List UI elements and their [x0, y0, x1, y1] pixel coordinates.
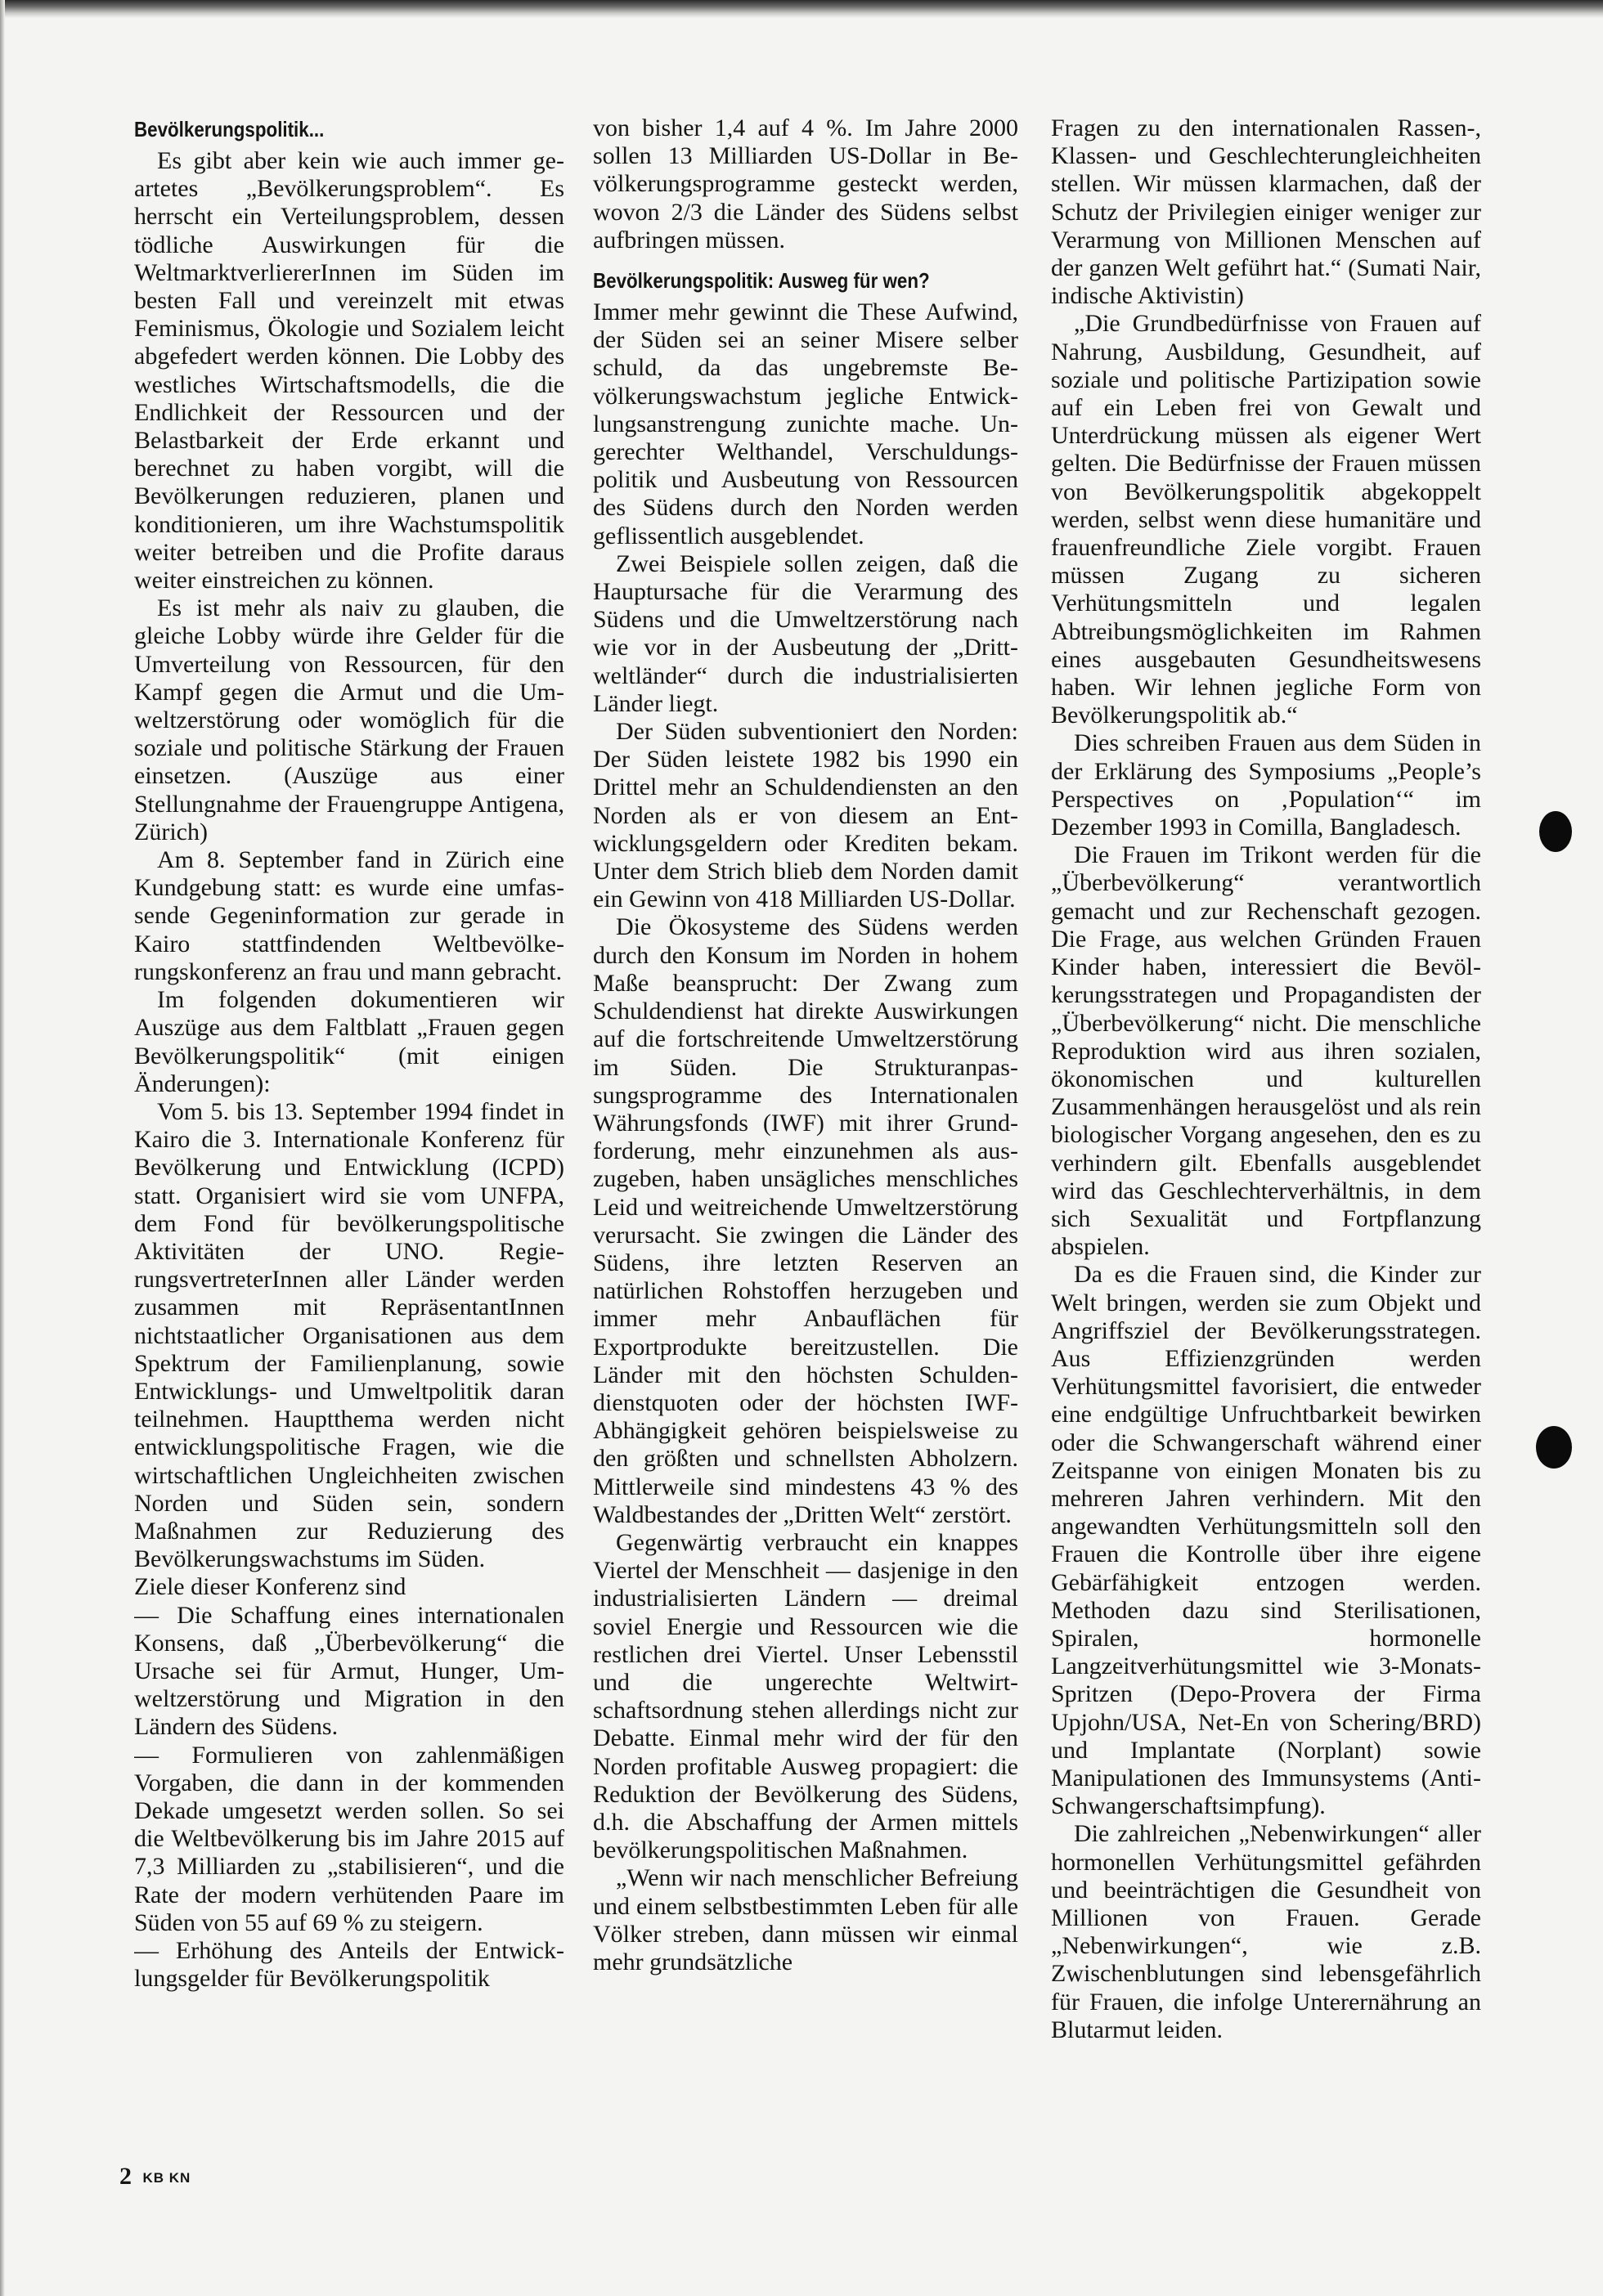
paragraph: Vom 5. bis 13. September 1994 findet in Kairo die 3. Internationale Konferenz für Bevölkerung und Entwicklung (ICPD) statt. Organisiert wird sie vom UNFPA, dem Fond für bevölkerungspolitische Aktivitäten der UNO. RegierungsvertreterInnen aller Länder werden zusammen mit RepräsentantInnen nichtstaatlicher Organisationen aus dem Spektrum der Familienplanung, sowie Entwicklungs- und Umweltpolitik daran teilnehmen. Hauptthema werden nicht entwicklungspolitische Fragen, wie die wirtschaftlichen Ungleichheiten zwischen Norden und Süden sein, sondern Maßnahmen zur Reduzierung des Bevölkerungswachstums im Süden.	[134, 1097, 564, 1573]
punch-hole	[1539, 811, 1572, 852]
paragraph: Es gibt aber kein wie auch immer geartetes „Bevölkerungsproblem“. Es herrscht ein Verteilungsproblem, dessen tödliche Auswirkungen für die WeltmarktverliererInnen im Süden im besten Fall und vereinzelt mit etwas Feminismus, Ökologie und Sozialem leicht abgefedert werden können. Die Lobby des westliches Wirtschaftsmodells, die die Endlichkeit der Ressourcen und der Belastbarkeit der Erde erkannt und berechnet zu haben vorgibt, will die Bevölkerungen reduzieren, planen und konditionieren, um ihre Wachstumspolitik weiter betreiben und die Profite daraus weiter einstreichen zu können.	[134, 147, 564, 594]
paragraph: Die zahlreichen „Nebenwirkungen“ aller hormonellen Verhütungsmittel gefährden und beeinträchtigen die Gesundheit von Millionen von Frauen. Gerade „Nebenwirkungen“, wie z.B. Zwischenblutungen sind lebensgefährlich für Frauen, die infolge Unterernährung an Blutarmut leiden.	[1051, 1820, 1481, 2043]
paragraph: Im folgenden dokumentieren wir Auszüge aus dem Faltblatt „Frauen gegen Bevölkerungspolitik“ (mit einigen Änderungen):	[134, 986, 564, 1097]
spacer	[593, 254, 1018, 266]
scan-edge-left	[0, 0, 5, 2296]
list-item: — Erhöhung des Anteils der Entwicklungsgelder für Bevölkerungspolitik	[134, 1937, 564, 1993]
section-heading: Bevölkerungspolitik...	[134, 117, 325, 141]
page-number: 2	[119, 2163, 132, 2190]
section-heading: Bevölkerungspolitik: Ausweg für wen?	[593, 268, 930, 294]
paragraph: Ziele dieser Konferenz sind	[134, 1573, 406, 1601]
paragraph: Die Frauen im Trikont werden für die „Überbevölkerung“ verantwortlich gemacht und zur Rechenschaft gezogen. Die Frage, aus welchen Gründen Frauen Kinder haben, interessiert die Bevölkerungsstrategen und Propagandisten der „Überbevölkerung“ nicht. Die menschliche Reproduktion wird aus ihren sozialen, ökonomischen und kulturellen Zusammenhängen herausgelöst und als rein biologischer Vorgang angesehen, den es zu verhindern gilt. Ebenfalls ausgeblendet wird das Geschlechterverhältnis, in dem sich Sexualität und Fortpflanzung abspielen.	[1051, 841, 1481, 1261]
publication-logo: KB KN	[142, 2170, 191, 2186]
text-column-2	[593, 114, 1018, 2159]
text-column-3	[1051, 114, 1481, 2159]
paragraph: Dies schreiben Frauen aus dem Süden in der Erklärung des Symposiums „People’s Perspectives on ‚Population‘“ im Dezember 1993 in Comilla, Bangladesch.	[1051, 729, 1481, 841]
scan-edge-top	[0, 0, 1603, 18]
paragraph: Fragen zu den internationalen Rassen-, Klassen- und Geschlechterungleichheiten stellen. Wir müssen klarmachen, daß der Schutz der Privilegien einiger weniger zur Verarmung von Millionen Menschen auf der ganzen Welt geführt hat.“ (Sumati Nair, indische Aktivistin)	[1051, 114, 1481, 310]
paragraph: von bisher 1,4 auf 4 %. Im Jahre 2000 sollen 13 Milliarden US-Dollar in Bevölkerungsprogramme gesteckt werden, wovon 2/3 die Länder des Südens selbst aufbringen müssen.	[593, 114, 1018, 253]
list-item: — Die Schaffung eines internationalen Konsens, daß „Überbevölkerung“ die Ursache sei für Armut, Hunger, Umweltzerstörung und Migration in den Ländern des Südens.	[134, 1601, 564, 1741]
paragraph: Gegenwärtig verbraucht ein knappes Viertel der Menschheit — dasjenige in den industrialisierten Ländern — dreimal soviel Energie und Ressourcen wie die restlichen drei Viertel. Unser Lebensstil und die ungerechte Weltwirtschaftsordnung stehen allerdings nicht zur Debatte. Einmal mehr wird der für den Norden profitable Ausweg propagiert: die Reduktion der Bevölkerung des Südens, d.h. die Abschaffung der Armen mittels bevölkerungspolitischen Maßnahmen.	[593, 1528, 1018, 1864]
punch-hole	[1536, 1426, 1572, 1469]
paragraph: Zwei Beispiele sollen zeigen, daß die Hauptursache für die Verarmung des Südens und die Umweltzerstörung nach wie vor in der Ausbeutung der „Drittweltländer“ durch die industrialisierten Länder liegt.	[593, 549, 1018, 717]
page-footer	[119, 2160, 191, 2195]
paragraph: Es ist mehr als naiv zu glauben, die gleiche Lobby würde ihre Gelder für die Umverteilung von Ressourcen, für den Kampf gegen die Armut und die Umweltzerstörung oder womöglich für die soziale und politische Stärkung der Frauen einsetzen. (Auszüge aus einer Stellungnahme der Frauengruppe Antigena, Zürich)	[134, 594, 564, 845]
paragraph: Am 8. September fand in Zürich eine Kundgebung statt: es wurde eine umfassende Gegeninformation zur gerade in Kairo stattfindenden Weltbevölkerungskonferenz an frau und mann gebracht.	[134, 846, 564, 985]
paragraph: Da es die Frauen sind, die Kinder zur Welt bringen, werden sie zum Objekt und Angriffsziel der Bevölkerungsstrategen. Aus Effizienzgründen werden Verhütungsmittel favorisiert, die entweder eine endgültige Unfruchtbarkeit bewirken oder die Schwangerschaft während einer Zeitspanne von einigen Monaten bis zu mehreren Jahren verhindern. Mit den angewandten Verhütungsmitteln soll den Frauen die Kontrolle über ihre eigene Gebärfähigkeit entzogen werden. Methoden dazu sind Sterilisationen, Spiralen, hormonelle Langzeitverhütungsmittel wie 3-Monats-Spritzen (Depo-Provera der Firma Upjohn/USA, Net-En von Schering/BRD) und Implantate (Norplant) sowie Manipulationen des Immunsystems (Anti-Schwangerschaftsimpfung).	[1051, 1261, 1481, 1820]
paragraph: „Wenn wir nach menschlicher Befreiung und einem selbstbestimmten Leben für alle Völker streben, dann müssen wir einmal mehr grundsätzliche	[593, 1864, 1018, 1975]
paragraph: Die Ökosysteme des Südens werden durch den Konsum im Norden in hohem Maße beansprucht: Der Zwang zum Schuldendienst hat direkte Auswirkungen auf die fortschreitende Umweltzerstörung im Süden. Die Strukturanpassungsprogramme des Internationalen Währungsfonds (IWF) mit ihrer Grundforderung, mehr einzunehmen als auszugeben, haben unsägliches menschliches Leid und weitreichende Umweltzerstörung verursacht. Sie zwingen die Länder des Südens, ihre letzten Reserven an natürlichen Rohstoffen herzugeben und immer mehr Anbauflächen für Exportprodukte bereitzustellen. Die Länder mit den höchsten Schuldendienstquoten oder der höchsten IWF-Abhängigkeit gehören beispielsweise zu den größten und schnellsten Abholzern. Mittlerweile sind mindestens 43 % des Waldbestandes der „Dritten Welt“ zerstört.	[593, 913, 1018, 1528]
text-column-1	[134, 114, 564, 2159]
paragraph: Immer mehr gewinnt die These Aufwind, der Süden sei an seiner Misere selber schuld, da das ungebremste Bevölkerungswachstum jegliche Entwicklungsanstrengung zunichte mache. Ungerechter Welthandel, Verschuldungspolitik und Ausbeutung von Ressourcen des Südens durch den Norden werden geflissentlich ausgeblendet.	[593, 298, 1018, 549]
list-item: — Formulieren von zahlenmäßigen Vorgaben, die dann in der kommenden Dekade umgesetzt werden sollen. So sei die Weltbevölkerung bis im Jahre 2015 auf 7,3 Milliarden zu „stabilisieren“, und die Rate der modern verhütenden Paare im Süden von 55 auf 69 % zu steigern.	[134, 1741, 564, 1936]
paragraph: „Die Grundbedürfnisse von Frauen auf Nahrung, Ausbildung, Gesundheit, auf soziale und politische Partizipation sowie auf ein Leben frei von Gewalt und Unterdrückung müssen als eigener Wert gelten. Die Bedürfnisse der Frauen müssen von Bevölkerungspolitik abgekoppelt werden, selbst wenn diese humanitäre und frauenfreundliche Ziele vorgibt. Frauen müssen Zugang zu sicheren Verhütungsmitteln und legalen Abtreibungsmöglichkeiten im Rahmen eines ausgebauten Gesundheitswesens haben. Wir lehnen jegliche Form von Bevölkerungspolitik ab.“	[1051, 310, 1481, 729]
paragraph: Der Süden subventioniert den Norden: Der Süden leistete 1982 bis 1990 ein Drittel mehr an Schuldendiensten an den Norden als er von diesem an Entwicklungsgeldern oder Krediten bekam. Unter dem Strich blieb dem Norden damit ein Gewinn von 418 Milliarden US-Dollar.	[593, 718, 1018, 913]
